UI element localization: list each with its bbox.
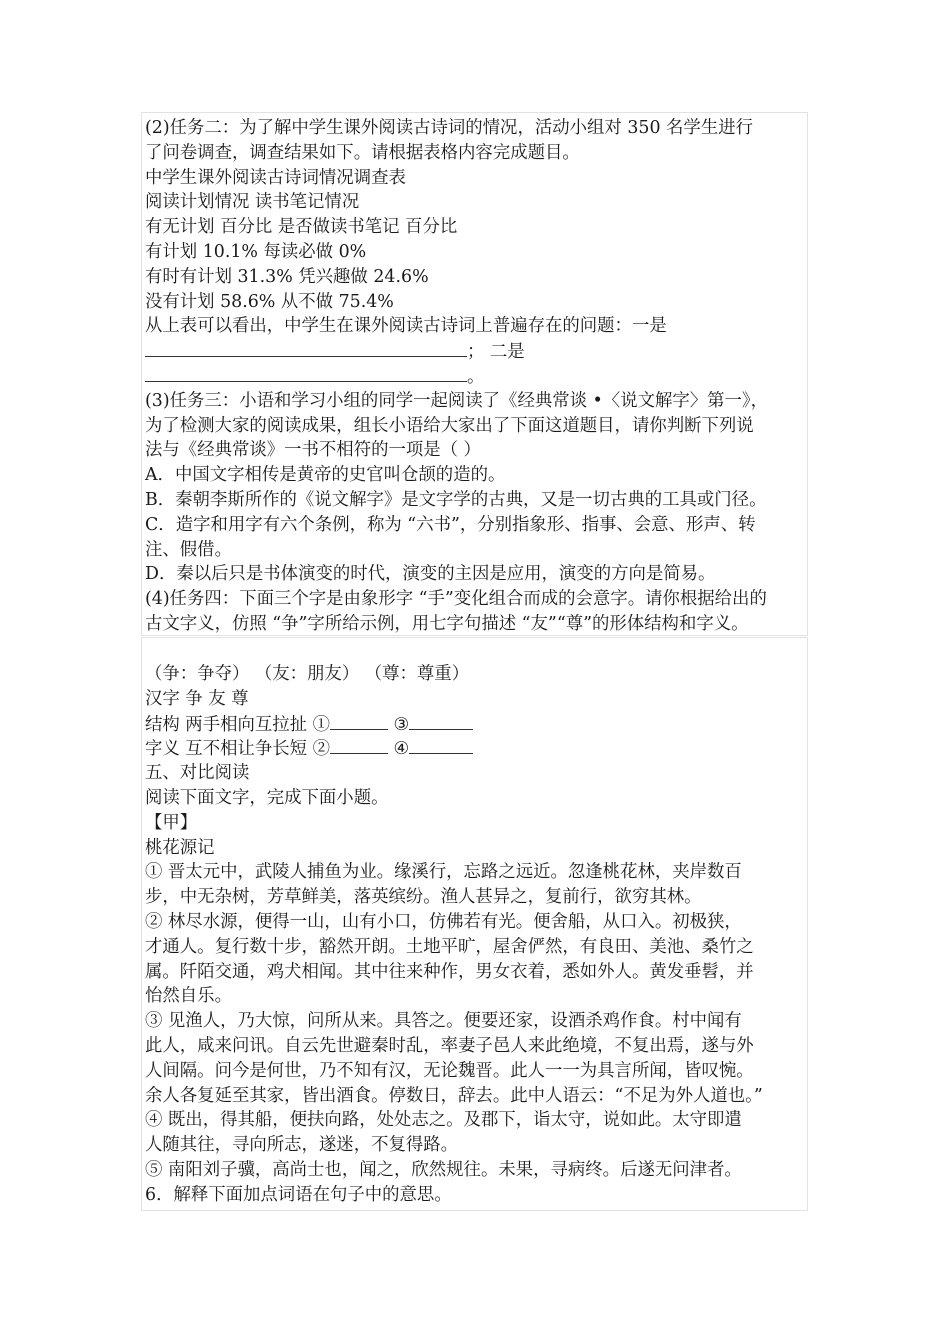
task2-intro-line-2: 了问卷调查，调查结果如下。请根据表格内容完成题目。 bbox=[145, 142, 580, 163]
option-b: B．秦朝李斯所作的《说文解字》是文字学的古典，又是一切古典的工具或门径。 bbox=[145, 489, 767, 510]
question-6: 6．解释下面加点词语在句子中的意思。 bbox=[145, 1184, 452, 1205]
option-d: D．秦以后只是书体演变的时代，演变的主因是应用，演变的方向是简易。 bbox=[145, 564, 716, 585]
character-table-header: 汉字 争 友 尊 bbox=[145, 688, 249, 709]
task3-line-3: 法与《经典常谈》一书不相符的一项是（ ） bbox=[145, 440, 481, 461]
option-c-line-1: C．造字和用字有六个条例，称为 “六书”，分别指象形、指事、会意、形声、转 bbox=[145, 514, 756, 535]
answer-end: 。 bbox=[467, 366, 485, 387]
structure-mid-label: ③ bbox=[387, 714, 410, 735]
paragraph-line: 人间隔。问今是何世，乃不知有汉，无论魏晋。此人一一为具言所闻，皆叹惋。 bbox=[145, 1060, 754, 1081]
text-title: 桃花源记 bbox=[145, 837, 215, 858]
question-block-tasks bbox=[141, 112, 808, 636]
answer-blank[interactable] bbox=[145, 364, 467, 382]
answer-blank-2[interactable] bbox=[330, 736, 388, 754]
option-c-line-2: 注、假借。 bbox=[145, 539, 232, 560]
answer-blank[interactable] bbox=[145, 339, 467, 357]
survey-table-row: 有时有计划 31.3% 凭兴趣做 24.6% bbox=[145, 266, 429, 287]
meaning-label: 字义 互不相让争长短 ② bbox=[145, 739, 330, 760]
character-meaning-row bbox=[145, 736, 804, 761]
paragraph-line: 此人，咸来问讯。自云先世避秦时乱，率妻子邑人来此绝境，不复出焉，遂与外 bbox=[145, 1035, 754, 1056]
paragraph-line: ① 晋太元中，武陵人捕鱼为业。缘溪行，忘路之远近。忽逢桃花林，夹岸数百 bbox=[145, 862, 742, 883]
answer-separator: ； 二是 bbox=[467, 342, 525, 363]
answer-blank-4[interactable] bbox=[409, 736, 473, 754]
section-heading: 五、对比阅读 bbox=[145, 763, 250, 784]
answer-blank-1[interactable] bbox=[330, 712, 388, 730]
paragraph-line: 人随其往，寻向所志，遂迷，不复得路。 bbox=[145, 1135, 459, 1156]
meaning-mid-label: ④ bbox=[387, 739, 410, 760]
paragraph-line: 余人各复延至其家，皆出酒食。停数日，辞去。此中人语云：“不足为外人道也。” bbox=[145, 1085, 763, 1106]
answer-blank-3[interactable] bbox=[409, 712, 473, 730]
survey-table-row: 有计划 10.1% 每读必做 0% bbox=[145, 241, 367, 262]
structure-label: 结构 两手相向互拉扯 ① bbox=[145, 714, 330, 735]
survey-table-group-header: 阅读计划情况 读书笔记情况 bbox=[145, 192, 360, 213]
paragraph-line: ④ 既出，得其船，便扶向路，处处志之。及郡下，诣太守，说如此。太守即遣 bbox=[145, 1110, 742, 1131]
paragraph-line: 属。阡陌交通，鸡犬相闻。其中往来种作，男女衣着，悉如外人。黄发垂髫，并 bbox=[145, 961, 754, 982]
part-label: 【甲】 bbox=[145, 812, 198, 833]
character-structure-row bbox=[145, 712, 804, 737]
question-block-reading bbox=[141, 637, 808, 1211]
reading-instruction: 阅读下面文字，完成下面小题。 bbox=[145, 787, 389, 808]
task4-line-2: 古文字义，仿照 “争”字所给示例，用七字句描述 “友”“尊”的形体结构和字义。 bbox=[145, 613, 749, 634]
paragraph-line: ③ 见渔人，乃大惊，问所从来。具答之。便要还家，设酒杀鸡作食。村中闻有 bbox=[145, 1011, 742, 1032]
paragraph-line: ② 林尽水源，便得一山，山有小口，仿佛若有光。便舍船，从口入。初极狭， bbox=[145, 911, 742, 932]
survey-table-row: 没有计划 58.6% 从不做 75.4% bbox=[145, 291, 394, 312]
survey-table-column-header: 有无计划 百分比 是否做读书笔记 百分比 bbox=[145, 217, 458, 238]
survey-table-title: 中学生课外阅读古诗词情况调查表 bbox=[145, 167, 406, 188]
task4-line-1: (4)任务四：下面三个字是由象形字 “手”变化组合而成的会意字。请你根据给出的 bbox=[145, 589, 767, 610]
task3-line-1: (3)任务三：小语和学习小组的同学一起阅读了《经典常谈 •〈说文解字〉第一》， bbox=[145, 390, 769, 411]
survey-question-line-1: 从上表可以看出，中学生在课外阅读古诗词上普遍存在的问题：一是 bbox=[145, 316, 667, 337]
survey-question-line-3 bbox=[145, 364, 804, 389]
paragraph-line: ⑤ 南阳刘子骥，高尚士也，闻之，欣然规往。未果，寻病终。后遂无问津者。 bbox=[145, 1159, 742, 1180]
character-glosses: （争：争夺） （友：朋友） （尊：尊重） bbox=[145, 664, 470, 684]
task3-line-2: 为了检测大家的阅读成果，组长小语给大家出了下面这道题目，请你判断下列说 bbox=[145, 415, 754, 436]
paragraph-line: 步，中无杂树，芳草鲜美，落英缤纷。渔人甚异之，复前行，欲穷其林。 bbox=[145, 887, 702, 908]
task2-intro-line-1: (2)任务二：为了解中学生课外阅读古诗词的情况，活动小组对 350 名学生进行 bbox=[145, 118, 753, 138]
survey-question-line-2 bbox=[145, 339, 804, 364]
option-a: A．中国文字相传是黄帝的史官叫仓颉的造的。 bbox=[145, 465, 506, 486]
paragraph-line: 怡然自乐。 bbox=[145, 986, 232, 1007]
paragraph-line: 才通人。复行数十步，豁然开朗。土地平旷，屋舍俨然，有良田、美池、桑竹之 bbox=[145, 936, 754, 957]
